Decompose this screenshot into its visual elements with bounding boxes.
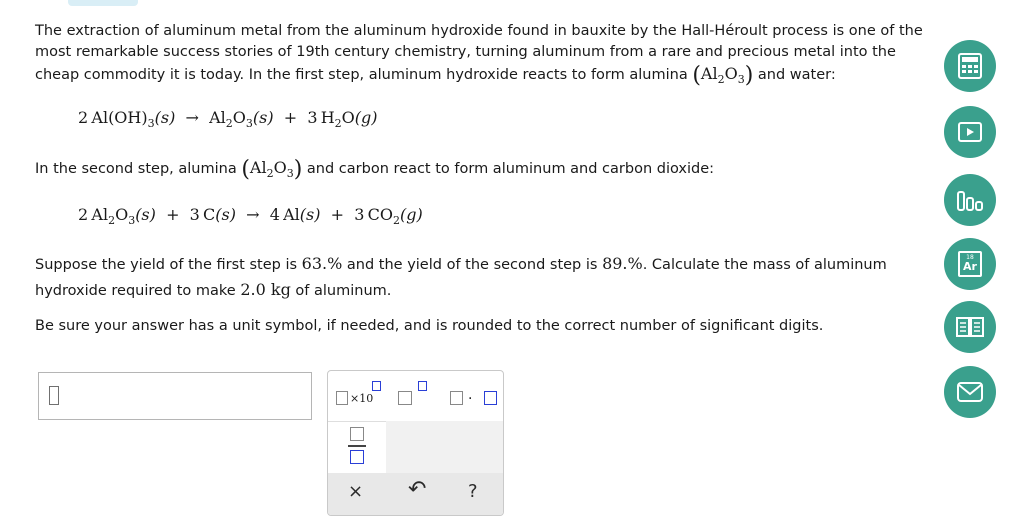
intro-line-1: The extraction of aluminum metal from the aluminum hydroxide found in bauxite by the Hall-Héroult process is one of the [35,23,923,39]
input-placeholder-box [49,386,59,405]
message-button[interactable] [944,366,996,418]
instruction-text: Be sure your answer has a unit symbol, if needed, and is rounded to the correct number of significant digits. [35,318,824,334]
video-button[interactable] [944,106,996,158]
equation-2: 2 $Al_2O_3(s) + 3$ C(s) → 4 Al(s) + 3 $CO_2(g)$ [78,205,423,228]
fraction-button[interactable] [338,423,378,469]
undo-button[interactable]: ↶ [408,477,427,502]
intro-line-2: most remarkable success stories of 19th century chemistry, turning aluminum from a rare and precious metal into the [35,44,896,60]
equation-1: 2 $Al(OH)_3(s) \to Al_2O_3(s) + 3$ $H_2O(g)$ [78,108,378,131]
reference-button[interactable] [944,301,996,353]
palette-blank-area [386,421,504,479]
calculator-button[interactable] [944,40,996,92]
book-icon [956,316,984,338]
target-mass: 2.0 kg [240,280,291,299]
yield-step-2: 89.% [602,254,643,273]
yield-step-1: 63.% [301,254,343,273]
periodic-element-icon: 18 Ar [958,251,982,277]
math-palette [327,370,504,516]
question-line-1: Suppose the yield of the first step is 63.% and the yield of the second step is 89.%. Calculate the mass of aluminum [35,254,887,273]
play-icon [958,122,982,142]
bar-chart-icon [956,188,984,212]
answer-input[interactable] [38,372,312,420]
scientific-notation-button[interactable]: ×10 [332,379,384,413]
step-2-sentence: In the second step, alumina $(Al_2O_3)$ and carbon react to form aluminum and carbon dioxide: [35,157,715,182]
calculator-icon [958,53,982,79]
intro-paragraph [35,21,950,90]
clear-button[interactable]: × [348,481,364,502]
periodic-table-button[interactable] [944,238,996,290]
alumina-formula-2: $Al_2O_3$ [249,158,294,181]
superscript-button[interactable] [394,379,434,413]
data-button[interactable] [944,174,996,226]
envelope-icon [957,382,983,402]
question-line-2: hydroxide required to make 2.0 kg of aluminum. [35,280,392,299]
help-button[interactable]: ? [468,481,478,502]
top-tab-indicator [68,0,138,6]
multiply-dot-button[interactable]: · [446,379,502,413]
intro-line-3: cheap commodity it is today. In the first step, aluminum hydroxide reacts to form alumina $(Al_2O_3)$ and water: [35,63,836,88]
alumina-formula: $Al_2O_3$ [700,64,745,87]
palette-action-row [328,473,504,516]
